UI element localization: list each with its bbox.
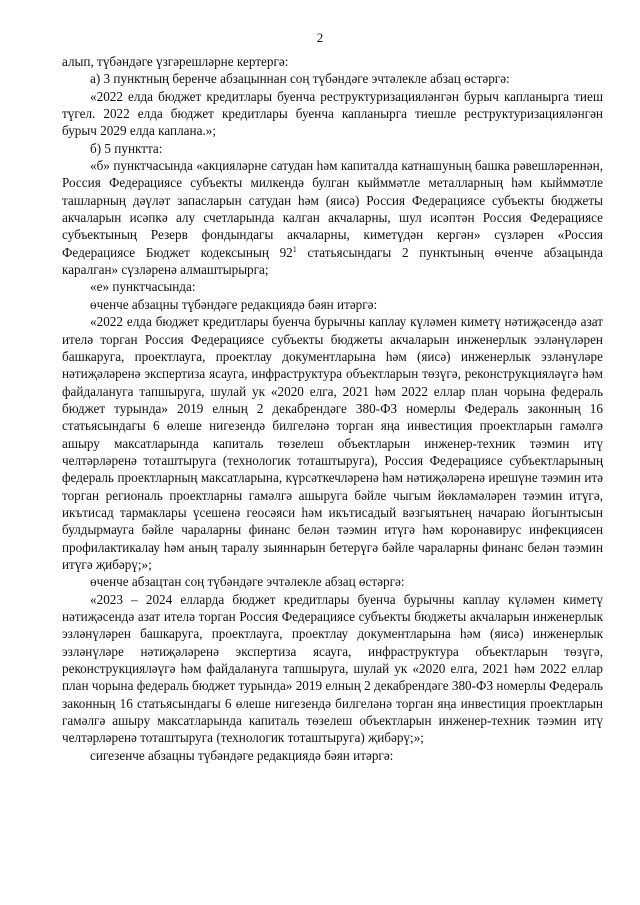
paragraph	[62, 157, 603, 278]
document-body	[62, 53, 603, 764]
paragraph: өченче абзацны түбәндәге редакциядә бәян итәргә:	[90, 296, 378, 312]
paragraph: а) 3 пунктның беренче абзацыннан соң түбәндәге эчтәлекле абзац өстәргә:	[90, 71, 510, 87]
paragraph: «2022 елда бюджет кредитлары буенча бурычны каплау күләмен киметү нәтиҗәсендә азат ителә торган Россия Федерациясе субъекты бюджеты акчаларын инженерлык эзләнүләрен башкаруга, проектлауга, проектлау документларына һәм (яисә) инженерлык эзләнүләре нәтиҗәләренә экспертиза ясауга, инфраструктура объектларын төзүгә, реконструкцияләүгә һәм файдалануга тапшыруга, шулай ук «2020 елга, 2021 һәм 2022 еллар план чорына федераль бюджет турында» 2019 елның 2 декабрендәге 380-ФЗ номерлы Федераль законның 16 статьясындагы 6 өлеше нигезендә билгеләнә торган яңа инвестиция проектларын гамәлгә ашыру максатларында капиталь төзелеш объектларын инженер-техник тәэмин итү челтәрләренә тоташтыруга (технологик тоташтыруга), Россия Федерациясе субъектларының федераль проектларның максатларына, күрсәткечләренә һәм нәтиҗәләренә ирешүне тәэмин итә торган региональ проектларны гамәлгә ашыруга бәйле чыгым йөкләмәләрен тәэмин итүгә, икътисад тармаклары үсешенә геосәяси һәм икътисадый вәзгыятьнең начараю йогынтысын булдырмауга бәйле чараларны финанс белән тәэмин итүгә һәм коронавирус инфекциясен профилактикалау һәм аның таралу зыяннарын бетерүгә бәйле чараларны финанс белән тәэмин итүгә җибәрү;»;	[62, 314, 603, 572]
paragraph: сигезенче абзацны түбәндәге редакциядә бәян итәргә:	[90, 747, 394, 763]
paragraph: өченче абзацтан соң түбәндәге эчтәлекле абзац өстәргә:	[90, 574, 405, 590]
footnote-superscript: 1	[292, 244, 297, 254]
paragraph: алып, түбәндәге үзгәрешләрне кертергә:	[62, 54, 289, 69]
paragraph-text: «б» пунктчасында «акцияләрне сатудан һәм капиталда катнашуның башка рәвешләреннән, Россия Федерациясе субъекты милкендә булган кыйммәтле металларның һәм кыйммәтле ташларның дәүләт запасларын сатудан һәм (яисә) Россия Федерациясе субъекты бюджеты акчаларын исәпкә алу счетларында калган акчаларны, шул исәптән Россия Федерациясе субъектының Резерв фондындагы акчаларны, киметүдән кергән» сүзләрен «Россия Федерациясе Бюджет кодексының 92	[62, 158, 603, 260]
paragraph-text-tail: статьясындагы 2 пунктының өченче абзацында каралган» сүзләренә алмаштырырга;	[62, 244, 603, 278]
paragraph: «2023 – 2024 елларда бюджет кредитлары буенча бурычны каплау күләмен киметү нәтиҗәсендә азат ителә торган Россия Федерациясе субъекты бюджеты акчаларын инженерлык эзләнүләрен башкаруга, проектлауга, проектлау документларына һәм (яисә) инженерлык эзләнүләре нәтиҗәләренә экспертиза ясауга, инфраструктура объектларын төзүгә, реконструкцияләүгә һәм файдалануга тапшыруга, шулай ук «2020 елга, 2021 һәм 2022 еллар план чорына федераль бюджет турында» 2019 елның 2 декабрендәге 380-ФЗ номерлы Федераль законның 16 статьясындагы 6 өлеше нигезендә билгеләнә торган яңа инвестиция проектларын гамәлгә ашыру максатларында капиталь төзелеш объектларын инженер-техник тәэмин итү челтәрләренә тоташтыруга (технологик тоташтыруга) җибәрү;»;	[62, 591, 603, 746]
paragraph: б) 5 пунктта:	[90, 140, 163, 156]
paragraph: «е» пунктчасында:	[90, 279, 196, 295]
page-number: 2	[316, 30, 324, 45]
paragraph: «2022 елда бюджет кредитлары буенча реструктуризацияләнгән бурыч капланырга тиеш түгел. 2022 елда бюджет кредитлары буенча капланырга тиешле реструктуризацияләнгән бурыч 2029 елда каплана.»;	[62, 88, 603, 139]
